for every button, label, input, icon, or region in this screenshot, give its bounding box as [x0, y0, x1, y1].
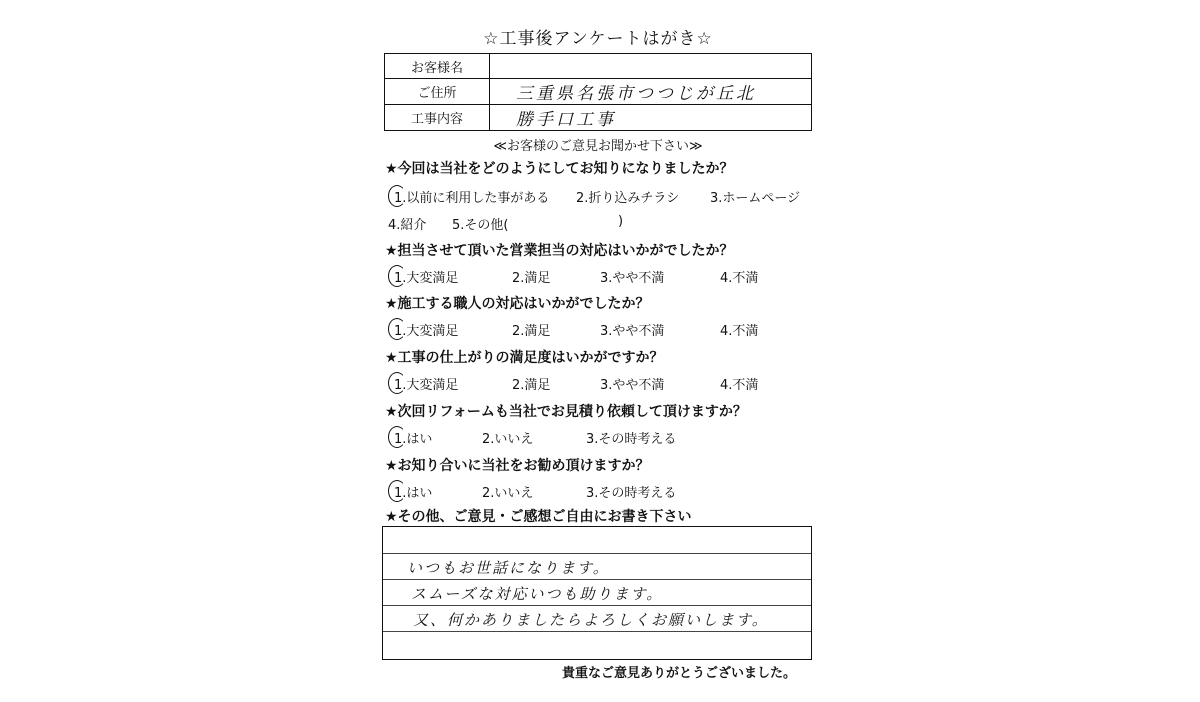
selected-circle-mark — [388, 318, 406, 340]
q1-option-1: 1.以前に利用した事がある — [394, 187, 549, 206]
q3-option-1: 1.大変満足 — [394, 320, 458, 339]
comment-box — [382, 526, 812, 660]
address-label: ご住所 — [385, 79, 490, 105]
name-label: お客様名 — [385, 54, 490, 79]
q4-option-3: 3.やや不満 — [600, 378, 665, 393]
question-4: ★工事の仕上がりの満足度はいかがですか？ — [385, 350, 664, 366]
q3-option-2: 2.満足 — [512, 324, 551, 339]
comment-line-1: いつもお世話になります。 — [407, 559, 610, 577]
q2-option-2: 2.満足 — [512, 271, 551, 286]
address-value: 三重県名張市つつじが丘北 — [490, 79, 812, 105]
question-7: ★その他、ご意見・ご感想ご自由にお書き下さい — [385, 509, 692, 525]
q5-option-1: 1.はい — [394, 428, 432, 447]
q2-option-3: 3.やや不満 — [600, 271, 665, 286]
question-2: ★担当させて頂いた営業担当の対応はいかがでしたか？ — [385, 243, 734, 259]
selected-circle-mark — [388, 265, 406, 287]
q1-option-2: 2.折り込みチラシ — [576, 191, 680, 206]
q5-option-3: 3.その時考える — [586, 432, 677, 447]
selected-circle-mark — [388, 185, 406, 207]
question-3: ★施工する職人の対応はいかがでしたか？ — [385, 296, 650, 312]
q4-option-1: 1.大変満足 — [394, 374, 458, 393]
q1-option-4: 4.紹介 — [388, 218, 427, 233]
selected-circle-mark — [388, 480, 406, 502]
survey-postcard — [378, 20, 818, 700]
customer-info-table — [384, 53, 812, 131]
q6-option-3: 3.その時考える — [586, 486, 677, 501]
q6-option-2: 2.いいえ — [482, 486, 534, 501]
question-5: ★次回リフォームも当社でお見積り依頼して頂けますか？ — [385, 404, 747, 420]
q4-option-2: 2.満足 — [512, 378, 551, 393]
work-value: 勝手口工事 — [490, 105, 812, 131]
q4-option-4: 4.不満 — [720, 378, 759, 393]
selected-circle-mark — [388, 426, 406, 448]
q2-option-1: 1.大変満足 — [394, 267, 458, 286]
selected-circle-mark — [388, 372, 406, 394]
question-1: ★今回は当社をどのようにしてお知りになりましたか？ — [385, 161, 734, 177]
comment-line-3: 又、何かありましたらよろしくお願いします。 — [413, 611, 769, 629]
q1-option-5-close: ) — [618, 214, 624, 229]
q3-option-4: 4.不満 — [720, 324, 759, 339]
comment-line-2: スムーズな対応いつも助ります。 — [411, 585, 664, 603]
q1-option-3: 3.ホームページ — [710, 191, 801, 206]
q5-option-2: 2.いいえ — [482, 432, 534, 447]
q2-option-4: 4.不満 — [720, 271, 759, 286]
q6-option-1: 1.はい — [394, 482, 432, 501]
work-label: 工事内容 — [385, 105, 490, 131]
q1-option-5: 5.その他( — [452, 218, 509, 233]
ruled-line — [383, 527, 811, 554]
name-value — [490, 54, 812, 79]
thanks-message: 貴重なご意見ありがとうございました。 — [562, 666, 797, 681]
subtitle: ≪お客様のご意見お聞かせ下さい≫ — [493, 139, 703, 154]
survey-title: ☆工事後アンケートはがき☆ — [483, 29, 713, 49]
q3-option-3: 3.やや不満 — [600, 324, 665, 339]
question-6: ★お知り合いに当社をお勧め頂けますか？ — [385, 458, 650, 474]
